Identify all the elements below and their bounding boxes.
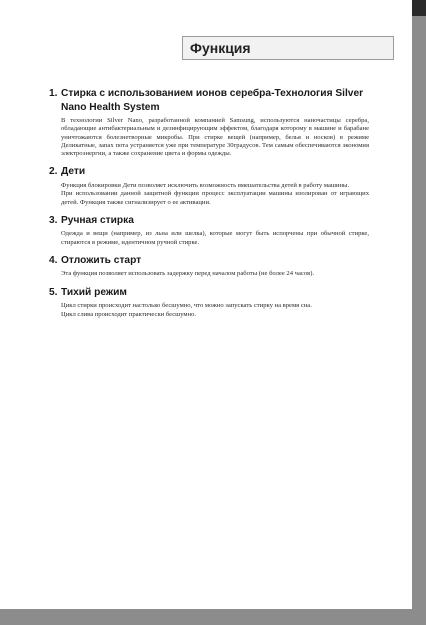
- section-body: [61, 182, 369, 207]
- section-number: 4.: [49, 254, 58, 266]
- paragraph: Цикл слива происходит практически бесшумно.: [61, 310, 197, 318]
- section-silver-nano: [49, 87, 369, 158]
- page-title: Функция: [190, 40, 251, 56]
- paragraph: Цикл стирки происходит настолько бесшумно, что можно запускать стирку на время сна.: [61, 302, 312, 310]
- section-title: Тихий режим: [61, 286, 127, 298]
- section-title: Отложить старт: [61, 254, 142, 266]
- section-heading: [49, 87, 369, 114]
- section-body: [61, 230, 369, 247]
- section-number: 1.: [49, 88, 58, 99]
- content-area: [49, 87, 369, 326]
- section-title: Стирка с использованием ионов серебра-Технология Silver Nano Health System: [61, 88, 364, 113]
- paragraph: Эта функция позволяет использовать задержку перед началом работы (не более 24 часов).: [61, 270, 315, 278]
- section-child-lock: [49, 165, 369, 206]
- section-quiet-mode: [49, 286, 369, 319]
- section-number: 5.: [49, 286, 58, 298]
- paragraph: При использовании данной защитной функции процесс эксплуатации машины изолирован от играющих детей. Функция также сигнализирует о ее активации.: [61, 190, 369, 206]
- section-number: 3.: [49, 214, 58, 226]
- section-title: Дети: [61, 166, 86, 178]
- section-body: [61, 270, 369, 278]
- section-title: Ручная стирка: [61, 214, 134, 226]
- paragraph: Функция блокировки Дети позволяет исключить возможность вмешательства детей в работу машины.: [61, 181, 350, 189]
- section-header-box: [182, 36, 394, 60]
- paragraph: Одежда и вещи (например, из льна или шелка), которые могут быть испорчены при обычной стирке, стираются в режиме, идентичном ручной стирке.: [61, 230, 369, 246]
- section-heading: [49, 286, 369, 300]
- bottom-margin-bar: [0, 609, 426, 625]
- section-body: [61, 117, 369, 158]
- section-delay-start: [49, 254, 369, 279]
- section-heading: [49, 214, 369, 228]
- section-body: [61, 302, 369, 319]
- section-number: 2.: [49, 166, 58, 178]
- right-margin-bar: [412, 0, 426, 625]
- top-right-tab: [412, 0, 426, 16]
- paragraph: В технологии Silver Nano, разработанной компанией Samsung, используются наночастицы серебра, обладающие антибактериальным и дезинфицирующим эффектом, благодаря которому в машине и барабане уничтожаются болезнетворные микробы. При стирке вещей (например, белья и носков) в режиме Деликатные, запах пота устраняется уже при температуре 30градусов. Тем самым обеспечиваются экономия электроэнергии, а также сохранение цвета и формы одежды.: [61, 117, 369, 158]
- section-heading: [49, 165, 369, 179]
- section-heading: [49, 254, 369, 268]
- section-hand-wash: [49, 214, 369, 247]
